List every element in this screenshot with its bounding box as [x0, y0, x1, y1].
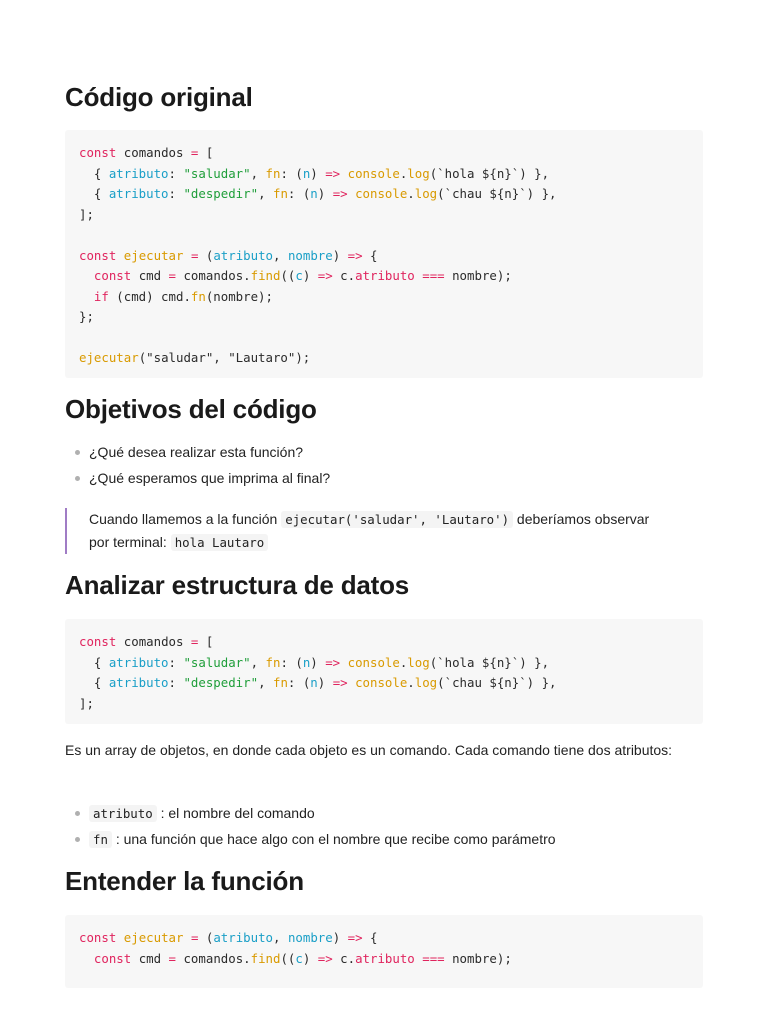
- code-token: : (: [287, 186, 311, 201]
- code-token: ,: [250, 165, 266, 181]
- code-token: log: [414, 186, 438, 201]
- code-line: [79, 348, 689, 369]
- code-token: fn: [272, 186, 288, 201]
- code-token: atributo: [355, 268, 415, 283]
- code-token: comandos: [116, 145, 191, 160]
- code-token: ===: [422, 268, 445, 283]
- code-token: ((: [280, 268, 296, 283]
- code-token: ejecutar: [123, 930, 184, 945]
- code-line: [79, 246, 689, 267]
- code-token: =>: [347, 247, 363, 263]
- code-token: "saludar": [183, 654, 251, 670]
- code-token: const: [93, 268, 132, 283]
- code-token: ];: [79, 695, 94, 711]
- list-item: fn : una función que hace algo con el nombre que recibe como parámetro: [65, 826, 556, 852]
- code-token: :: [168, 654, 184, 670]
- code-token: =: [190, 247, 199, 263]
- code-token: : (: [287, 675, 311, 690]
- code-token: =: [168, 950, 177, 966]
- code-token: ): [332, 247, 348, 263]
- code-token: ejecutar: [123, 247, 184, 263]
- code-token: =: [190, 145, 199, 160]
- code-token: atributo: [108, 186, 169, 201]
- code-token: const: [79, 930, 117, 945]
- code-token: =: [190, 930, 199, 945]
- code-block-original: [65, 130, 703, 378]
- code-token: [348, 186, 355, 201]
- code-token: if: [93, 288, 109, 304]
- code-token: [183, 930, 190, 945]
- code-token: {: [79, 186, 109, 201]
- code-token: n: [310, 186, 318, 201]
- code-token: ): [310, 654, 326, 670]
- code-line: [79, 143, 689, 164]
- bullet-icon: [75, 476, 80, 481]
- code-line: [79, 205, 689, 226]
- list-item: ¿Qué desea realizar esta función?: [65, 439, 330, 465]
- heading-entender-funcion: Entender la función: [65, 866, 304, 896]
- code-token: :: [168, 186, 184, 201]
- code-line: [79, 673, 689, 694]
- code-token: {: [79, 165, 109, 181]
- code-token: atributo: [108, 675, 169, 690]
- code-token: [79, 951, 94, 966]
- code-line: [79, 928, 689, 949]
- code-token: (: [198, 247, 214, 263]
- code-line: [79, 225, 689, 246]
- code-token: "despedir": [183, 675, 259, 690]
- code-token: ): [310, 165, 326, 181]
- code-token: const: [93, 950, 132, 966]
- code-token: console: [355, 186, 408, 201]
- code-token: log: [414, 675, 438, 690]
- code-token: (`hola ${n}`) },: [429, 654, 550, 670]
- code-token: atributo: [108, 165, 169, 181]
- code-token: (`hola ${n}`) },: [429, 165, 550, 181]
- code-token: n: [310, 675, 318, 690]
- code-block-estructura: [65, 619, 703, 724]
- code-token: cmd: [131, 268, 169, 283]
- code-token: {: [79, 675, 109, 690]
- code-token: :: [168, 675, 184, 690]
- code-token: =>: [332, 186, 348, 201]
- code-token: =>: [317, 268, 333, 283]
- code-block-entender: [65, 915, 703, 988]
- code-token: [116, 248, 123, 263]
- inline-code: fn: [89, 831, 112, 848]
- code-token: fn: [265, 165, 281, 181]
- inline-code: hola Lautaro: [171, 534, 269, 551]
- code-token: "despedir": [183, 186, 259, 201]
- code-token: : (: [280, 654, 303, 670]
- inline-code: atributo: [89, 805, 157, 822]
- code-token: =>: [325, 654, 341, 670]
- code-line: [79, 949, 689, 970]
- heading-analizar-estructura: Analizar estructura de datos: [65, 570, 410, 600]
- code-token: fn: [272, 675, 288, 690]
- code-line: [79, 184, 689, 205]
- code-token: nombre);: [444, 268, 512, 283]
- code-token: ,: [250, 654, 266, 670]
- code-line: [79, 328, 689, 349]
- code-token: ,: [258, 675, 273, 690]
- code-token: ): [302, 268, 318, 283]
- code-token: console: [347, 654, 400, 670]
- code-token: c: [295, 950, 303, 966]
- code-token: atributo: [355, 950, 415, 966]
- atributos-list: [65, 800, 556, 852]
- paragraph: Es un array de objetos, en donde cada objeto es un comando. Cada comando tiene dos atributos:: [65, 742, 673, 758]
- code-token: log: [407, 165, 430, 181]
- code-token: ,: [258, 186, 273, 201]
- code-token: : (: [280, 165, 303, 181]
- code-token: ("saludar", "Lautaro");: [138, 350, 311, 365]
- code-token: const: [79, 145, 117, 160]
- code-token: {: [79, 654, 109, 670]
- code-token: ,: [273, 247, 288, 263]
- code-token: nombre);: [444, 950, 512, 966]
- objetivos-list: [65, 439, 330, 491]
- code-line: [79, 287, 689, 308]
- code-token: .: [407, 186, 415, 201]
- code-token: ejecutar: [79, 350, 139, 365]
- heading-codigo-original: Código original: [65, 82, 253, 112]
- code-token: ((: [280, 950, 296, 966]
- code-token: comandos.: [176, 268, 251, 283]
- code-token: .: [399, 165, 408, 181]
- code-token: [79, 268, 94, 283]
- code-token: comandos: [116, 634, 191, 649]
- code-token: ): [302, 950, 318, 966]
- code-token: log: [407, 654, 430, 670]
- code-token: atributo: [108, 654, 169, 670]
- code-token: atributo: [213, 930, 274, 945]
- code-token: [: [198, 634, 214, 649]
- code-token: ===: [422, 950, 445, 966]
- list-item: atributo : el nombre del comando: [65, 800, 556, 826]
- code-token: fn: [265, 654, 281, 670]
- code-token: n: [302, 165, 311, 181]
- code-token: ): [332, 930, 348, 945]
- code-token: const: [79, 247, 117, 263]
- code-token: atributo: [213, 247, 274, 263]
- code-token: (: [198, 930, 214, 945]
- code-token: {: [362, 247, 378, 263]
- code-token: find: [250, 950, 281, 966]
- code-token: [79, 289, 94, 304]
- code-token: c.: [332, 268, 356, 283]
- code-token: const: [79, 634, 117, 649]
- list-item: ¿Qué esperamos que imprima al final?: [65, 465, 330, 491]
- bullet-icon: [75, 837, 80, 842]
- code-token: fn: [190, 288, 206, 304]
- code-token: =>: [325, 165, 341, 181]
- code-token: cmd: [131, 950, 169, 966]
- code-line: [79, 164, 689, 185]
- code-line: [79, 266, 689, 287]
- code-token: =>: [317, 950, 333, 966]
- code-token: .: [407, 675, 415, 690]
- code-token: (cmd) cmd.: [108, 288, 191, 304]
- code-token: find: [250, 268, 281, 283]
- code-token: (nombre);: [205, 288, 273, 304]
- code-token: [183, 248, 190, 263]
- code-token: nombre: [287, 247, 333, 263]
- blockquote: Cuando llamemos a la función ejecutar('saludar', 'Lautaro') deberíamos observar por terminal: hola Lautaro: [65, 508, 703, 554]
- code-token: (`chau ${n}`) },: [437, 675, 557, 690]
- code-token: ): [317, 675, 333, 690]
- code-token: };: [79, 309, 94, 324]
- code-line: [79, 653, 689, 674]
- code-token: .: [399, 654, 408, 670]
- code-line: [79, 632, 689, 653]
- bullet-icon: [75, 450, 80, 455]
- code-token: =>: [347, 930, 363, 945]
- code-token: =: [168, 268, 177, 283]
- code-token: console: [355, 675, 408, 690]
- code-line: [79, 694, 689, 715]
- code-line: [79, 307, 689, 328]
- code-token: ];: [79, 206, 94, 222]
- code-token: [340, 655, 347, 670]
- code-token: [: [198, 145, 214, 160]
- code-token: (`chau ${n}`) },: [437, 186, 557, 201]
- code-token: "saludar": [183, 165, 251, 181]
- code-token: c: [295, 268, 303, 283]
- inline-code: ejecutar('saludar', 'Lautaro'): [281, 511, 513, 528]
- code-token: =: [190, 634, 199, 649]
- code-token: nombre: [287, 930, 333, 945]
- code-token: n: [302, 654, 311, 670]
- code-token: =>: [332, 675, 348, 690]
- code-token: [348, 675, 355, 690]
- bullet-icon: [75, 811, 80, 816]
- code-token: console: [347, 165, 400, 181]
- heading-objetivos: Objetivos del código: [65, 394, 317, 424]
- code-token: c.: [332, 950, 356, 966]
- code-token: ): [317, 186, 333, 201]
- code-token: :: [168, 165, 184, 181]
- code-token: comandos.: [176, 950, 251, 966]
- code-token: [116, 930, 123, 945]
- code-token: ,: [273, 930, 288, 945]
- code-token: {: [362, 930, 378, 945]
- code-token: [340, 166, 347, 181]
